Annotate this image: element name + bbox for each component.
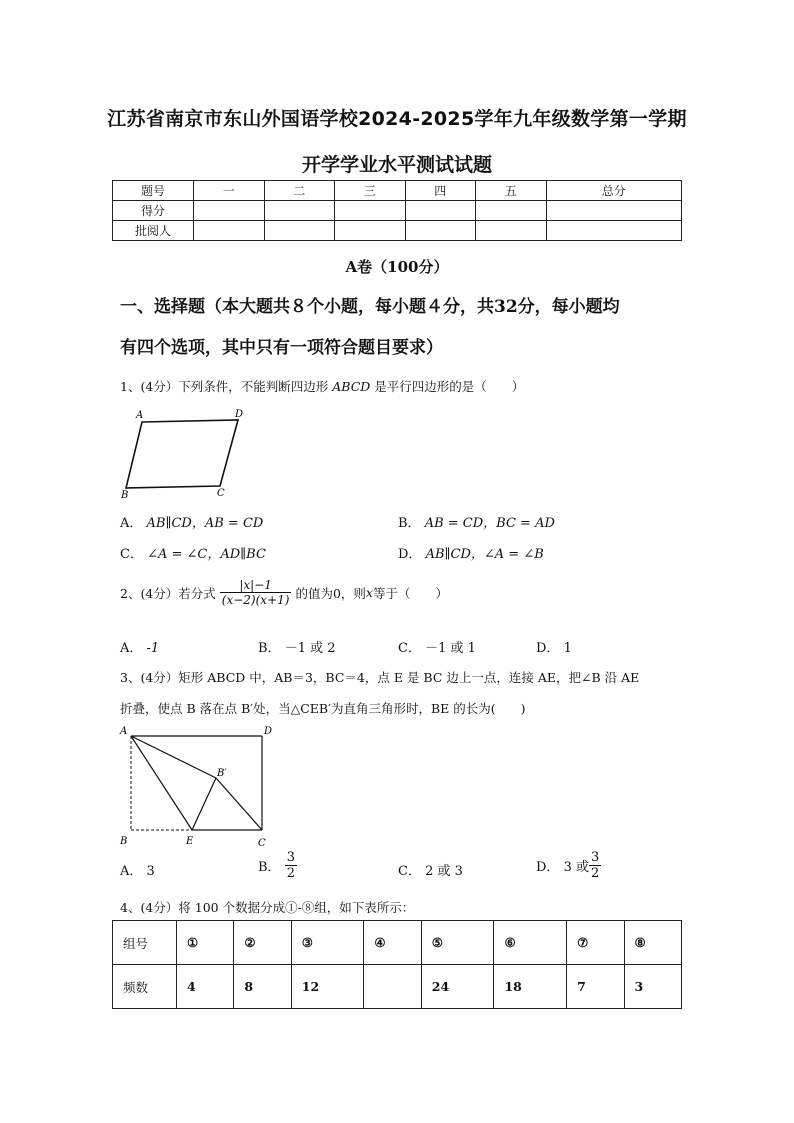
- segment-b-prime-c: [216, 778, 262, 830]
- freq-cell: 18: [494, 965, 567, 1009]
- q2-frac-num: |x|−1: [220, 578, 292, 593]
- freq-cell: 8: [234, 965, 291, 1009]
- freq-cell: 3: [624, 965, 681, 1009]
- freq-cell: ④: [364, 921, 421, 965]
- q2-option-d: [536, 637, 572, 656]
- q3-stem-line1: 3、(4分）矩形 ABCD 中，AB＝3，BC＝4，点 E 是 BC 边上一点，连接 AE，把∠B 沿 AE: [120, 670, 640, 685]
- q2-stem-end: 等于（ ）: [372, 585, 448, 601]
- option-key: D．: [398, 547, 422, 562]
- exam-title-line1: 江苏省南京市东山外国语学校2024-2025学年九年级数学第一学期: [107, 108, 687, 130]
- q3-option-a: [120, 860, 155, 879]
- q3-option-c: [398, 860, 463, 879]
- segment-b-prime-e: [192, 778, 216, 830]
- figure-label-c: C: [258, 838, 266, 849]
- q3-option-b-fraction: [285, 850, 297, 881]
- option-key: A．: [120, 864, 143, 879]
- freq-cell: [364, 965, 421, 1009]
- figure-label-b: B: [120, 836, 128, 847]
- score-table-header-row: [113, 181, 682, 201]
- option-key: D．: [536, 641, 560, 656]
- option-text: 3 或: [563, 860, 589, 875]
- score-cell: [335, 221, 406, 241]
- freq-cell: 4: [177, 965, 234, 1009]
- parallelogram-shape: [126, 420, 238, 488]
- option-text: 1: [563, 641, 572, 656]
- score-cell: [405, 201, 476, 221]
- figure-label-a: A: [120, 726, 128, 737]
- option-key: C．: [120, 547, 143, 562]
- score-header-cell: 四: [405, 181, 476, 201]
- score-header-cell: 总分: [546, 181, 682, 201]
- score-header-cell: 三: [335, 181, 406, 201]
- freq-cell: 7: [567, 965, 624, 1009]
- q1-parallelogram-figure: [116, 404, 256, 500]
- option-key: C．: [398, 641, 421, 656]
- figure-label-e: E: [186, 836, 194, 847]
- frac-num: 3: [590, 850, 600, 865]
- q2-stem-var: x: [365, 585, 373, 600]
- score-row-label: 得分: [113, 201, 194, 221]
- option-key: C．: [398, 864, 421, 879]
- option-text: AB∥CD，AB = CD: [146, 516, 264, 531]
- score-cell: [476, 221, 547, 241]
- freq-cell: 12: [291, 965, 364, 1009]
- q1-option-c: [120, 543, 266, 562]
- option-key: D．: [536, 860, 560, 875]
- q1-option-a: [120, 512, 263, 531]
- q4-frequency-table: [112, 920, 682, 1009]
- q2-stem-start: 2、(4分）若分式: [120, 585, 216, 601]
- q3-option-d-fraction: [589, 850, 601, 881]
- q1-stem-math: ABCD: [332, 379, 371, 394]
- figure-label-a: A: [136, 410, 144, 421]
- score-cell: [194, 221, 265, 241]
- score-header-cell: 题号: [113, 181, 194, 201]
- freq-cell: ⑥: [494, 921, 567, 965]
- score-cell: [264, 201, 335, 221]
- q1-stem-text: 1、(4分）下列条件，不能判断四边形: [120, 379, 329, 394]
- figure-label-d: D: [264, 726, 273, 737]
- q3-stem-line2: 折叠，使点 B 落在点 B′处，当△CEB′为直角三角形时，BE 的长为( ): [120, 701, 526, 716]
- freq-header-row: [113, 921, 682, 965]
- freq-cell: ③: [291, 921, 364, 965]
- score-row-label: 批阅人: [113, 221, 194, 241]
- q1-stem: [120, 377, 524, 395]
- score-table: [112, 180, 682, 241]
- q2-option-b: [258, 637, 336, 656]
- q3-option-b: [258, 850, 297, 881]
- score-header-cell: 二: [264, 181, 335, 201]
- score-cell: [405, 221, 476, 241]
- score-cell: [264, 221, 335, 241]
- freq-cell: ①: [177, 921, 234, 965]
- frac-num: 3: [286, 850, 295, 865]
- q1-stem-end: 是平行四边形的是（ ）: [374, 379, 525, 394]
- score-cell: [546, 201, 682, 221]
- option-key: B．: [258, 641, 281, 656]
- option-key: B．: [258, 860, 281, 875]
- score-table-row: [113, 221, 682, 241]
- freq-cell: ⑧: [624, 921, 681, 965]
- score-cell: [335, 201, 406, 221]
- q2-frac-den: (x−2)(x+1): [221, 593, 290, 607]
- freq-cell: ⑦: [567, 921, 624, 965]
- figure-label-b-prime: B′: [217, 768, 227, 779]
- q2-fraction: [220, 578, 292, 607]
- freq-cell: 24: [421, 965, 494, 1009]
- score-header-cell: 五: [476, 181, 547, 201]
- option-text: 2 或 3: [425, 864, 463, 879]
- q2-option-a: [120, 637, 159, 656]
- option-text: AB = CD，BC = AD: [424, 516, 555, 531]
- paper-a-heading: A卷（100分）: [345, 258, 449, 276]
- freq-cell: 组号: [113, 921, 177, 965]
- score-cell: [476, 201, 547, 221]
- score-cell: [194, 201, 265, 221]
- option-text: －1 或 1: [425, 641, 476, 656]
- score-table-row: [113, 201, 682, 221]
- score-cell: [546, 221, 682, 241]
- score-header-cell: 一: [194, 181, 265, 201]
- option-key: B．: [398, 516, 421, 531]
- option-key: A．: [120, 641, 143, 656]
- option-text: AB∥CD，∠A = ∠B: [425, 547, 544, 562]
- q3-option-d: [536, 850, 601, 881]
- section1-heading-line2: 有四个选项，其中只有一项符合题目要求）: [120, 338, 443, 358]
- option-text: 3: [146, 864, 155, 879]
- q3-rectangle-figure: [116, 722, 276, 852]
- freq-cell: ②: [234, 921, 291, 965]
- segment-ae: [131, 736, 192, 830]
- q4-stem: 4、(4分）将 100 个数据分成①-⑧组，如下表所示：: [120, 900, 415, 915]
- figure-label-c: C: [217, 488, 225, 499]
- q1-option-d: [398, 543, 544, 562]
- q1-option-b: [398, 512, 555, 531]
- freq-cell: 频数: [113, 965, 177, 1009]
- freq-value-row: [113, 965, 682, 1009]
- option-text: ∠A = ∠C，AD∥BC: [147, 547, 266, 562]
- figure-label-d: D: [235, 409, 244, 420]
- option-text: －1 或 2: [284, 641, 336, 656]
- q2-option-c: [398, 637, 476, 656]
- option-text: -1: [146, 641, 160, 656]
- figure-label-b: B: [121, 490, 129, 500]
- section1-heading-line1: 一、选择题（本大题共８个小题，每小题４分，共32分，每小题均: [120, 297, 620, 317]
- q2-stem: [120, 578, 448, 607]
- segment-ab-prime: [131, 736, 216, 778]
- exam-title-line2: 开学学业水平测试试题: [301, 154, 492, 176]
- frac-den: 2: [590, 866, 600, 881]
- q2-stem-mid: 的值为0，则: [295, 585, 366, 601]
- frac-den: 2: [286, 866, 295, 881]
- freq-cell: ⑤: [421, 921, 494, 965]
- option-key: A．: [120, 516, 143, 531]
